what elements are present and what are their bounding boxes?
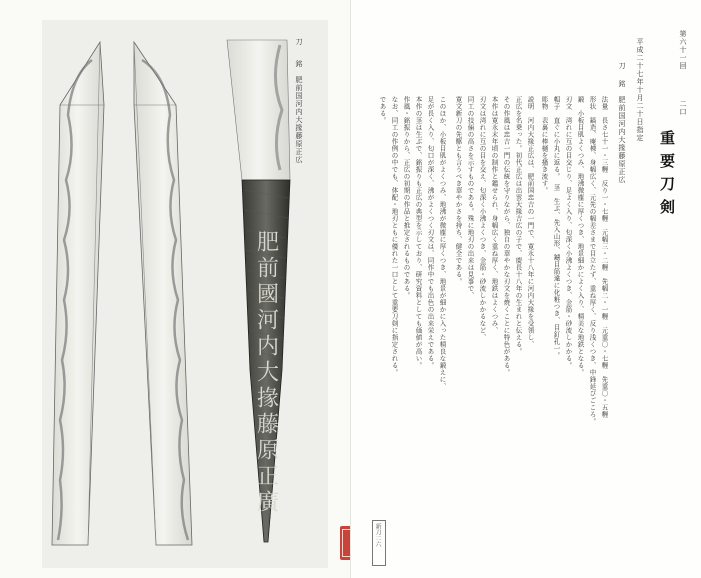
plate-caption-kind: 刀 [295, 38, 303, 46]
right-page [350, 0, 701, 578]
entry-mei: 銘 肥前国河内大掾藤原正広 [618, 80, 626, 184]
body-line: 刃文は湾れに互の目を交え、匂深く小沸よくつき、金筋・砂流しかかるなど、 [478, 96, 487, 341]
plate-caption-mei: 銘 肥前国河内大掾藤原正広 [295, 60, 303, 164]
body-line: である。 [378, 96, 387, 124]
body-line: なお、同工の作例の中でも、体配・地刃ともに優れた一口として重要刀剣に指定される。 [390, 96, 399, 376]
blade-ura [134, 42, 192, 545]
body-line: このほか、小板目肌がよくつみ、地沸が微塵に厚くつき、地景が細かに入った精良な鍛えに、 [438, 96, 447, 390]
body-line: 刃文 湾れに互の目交じり、足よく入り、匂深く小沸よくつき、金筋・砂流しかかる。 [564, 96, 573, 369]
nakago-inscription: 肥前國河内大掾藤原正廣 [253, 230, 279, 516]
body-line: 形状 鎬造、庵棟、身幅広く、元先の幅差さまで目立たず、重ね厚く、反り浅くつき、中鋒延びごころ。 [588, 96, 597, 425]
page-title: 重要刀剣 [658, 130, 676, 222]
body-line: 足が長く入り、匂口が深く、沸がよくつく刃文は、同作中でも出色の出来栄えである。 [426, 96, 435, 369]
designation-date: 平成二十七年十月二十日指定 [636, 38, 644, 142]
body-line: 鍛 小板目肌よくつみ、地沸微塵に厚くつき、地景細かによく入り、精美な地鉄となる。 [576, 96, 585, 376]
session-label: 第六十一回 [679, 30, 687, 70]
body-line: 寛文新刀の先駆とも言うべき華やかさを持ち、健全である。 [454, 96, 463, 285]
body-line: 本作は寛永末年頃の制作と鑑せられ、身幅広く重ね厚く、地鉄はよくつみ、 [490, 96, 499, 334]
body-line: 同工の技倆の高さを示すものである。殊に地刃の出来は見事で、 [466, 96, 475, 299]
sword-photo-plate [42, 20, 328, 568]
body-line: 帽子 直ぐに小丸に返る。 茎 生ぶ、先入山形、鑢目筋違に化粧つき、目釘孔一。 [552, 96, 561, 359]
left-page [0, 0, 350, 578]
page-number: 二口 [679, 100, 687, 116]
body-line: 作風・銘振りから、正広の初期の作品と推定されるものである。 [402, 96, 411, 299]
page-label-box [372, 520, 386, 566]
entry-kind: 刀 [618, 62, 626, 70]
body-line: 説明 河内大掾正広は、肥前国忠吉の一門で、寛永十八年に河内大掾を受領し、 [526, 96, 535, 348]
body-line: 正広を名乗った。初代正広は出雲大掾吉広の子で、慶長十八年の生まれと伝える。 [514, 96, 523, 355]
sword-photo [42, 20, 328, 568]
body-line: 本作の茎は生ぶで、銘振りも正広の典型を示しており、研究資料としても価値が高い。 [414, 96, 423, 369]
body-line: 彫物 表裏に棒樋を搔き流す。 [540, 96, 549, 194]
blade-omote [52, 42, 104, 545]
page-label: 新刀二六 [374, 523, 381, 547]
body-line: その作風は忠吉一門の伝統を守りながら、独自の華やかな刃文を焼くことに特色がある。 [502, 96, 511, 376]
body-line: 法量 長さ七十一・三糎 反り一・七糎 元幅三・二糎 先幅二・一糎 元重〇・七糎 先重〇・五糎 [600, 96, 609, 418]
